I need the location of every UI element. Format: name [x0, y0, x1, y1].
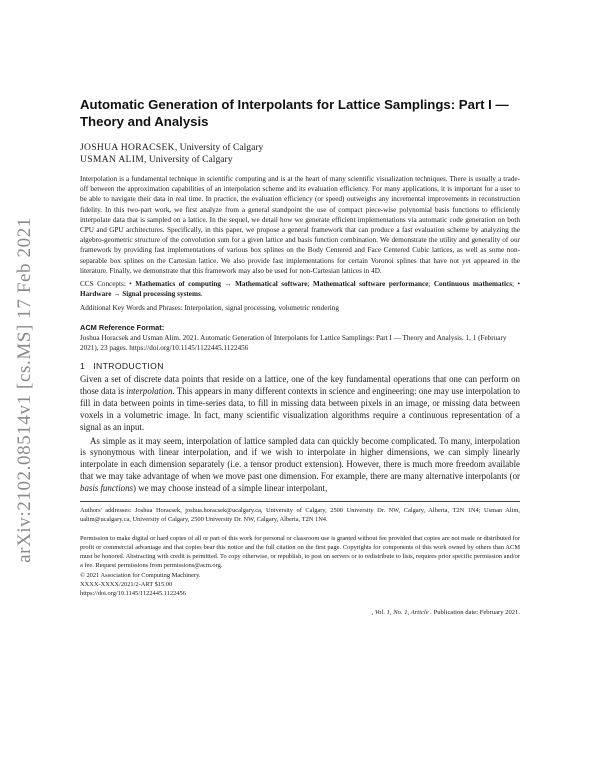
- ccs-separator: →: [220, 280, 236, 289]
- author-line: [80, 154, 520, 166]
- ccs-concepts: [80, 279, 520, 299]
- text-run: . This appears in many different contexts in science and engineering: one may use interpolation to fill in data between points in time-series data, to fill in missing data between pixels in an image, or missing data between voxels in a volumetric image. In fact, many scientific visualization algorithms require a continuous representation of a signal as an input.: [80, 385, 520, 432]
- author-addresses: Authors' addresses: Joshua Horacsek, joshua.horacsek@ucalgary.ca, University of Calgary, 2500 University Dr. NW, Calgary, Alberta, T2N 1N4; Usman Alim, ualim@ucalgary.ca, University of Calgary, 2500 University Dr. NW, Calgary, Alberta, T2N 1N4.: [80, 501, 520, 524]
- section-heading: [80, 360, 520, 372]
- ccs-prefix: CCS Concepts: •: [80, 280, 136, 289]
- author-affiliation: , University of Calgary: [144, 154, 233, 165]
- section-number: 1: [80, 361, 86, 372]
- journal-info: , Vol. 1, No. 1, Article .: [371, 609, 434, 617]
- intro-paragraph-2: [80, 436, 520, 496]
- emphasis: interpolation: [126, 385, 173, 396]
- permission-notice: Permission to make digital or hard copies of all or part of this work for personal or classroom use is granted without fee provided that copies are not made or distributed for profit or commercial advantage and that copies bear this notice and the full citation on the first page. Copyrights for components of this work owned by others than ACM must be honored. Abstracting with credit is permitted. To copy otherwise, or republish, to post on servers or to redistribute to lists, requires prior specific permission and/or a fee. Request permissions from permissions@acm.org.: [80, 535, 520, 570]
- ccs-separator: →: [111, 290, 123, 299]
- author-name: JOSHUA HORACSEK: [80, 142, 175, 153]
- ccs-concept: Mathematical software: [235, 280, 308, 289]
- publication-date: Publication date: February 2021.: [433, 609, 520, 617]
- keywords: Additional Key Words and Phrases: Interpolation, signal processing, volumetric rendering: [80, 304, 339, 313]
- author-affiliation: , University of Calgary: [174, 142, 264, 153]
- ccs-concept: Signal processing systems: [122, 290, 201, 299]
- copyright: © 2021 Association for Computing Machinery.: [80, 572, 201, 580]
- doi-link[interactable]: https://doi.org/10.1145/1122445.1122456: [80, 590, 186, 598]
- text-run: As simple as it may seem, interpolation of lattice sampled data can quickly become complicated. To many, interpolation is synonymous with linear interpolation, and if we wish to interpolate in higher dimensions, we can simply linearly interpolate in each dimension separately (i.e. a tensor product extension). However, there is much more freedom available that we may take advantage of when we move past one dimension. For example, there are many alternative interpolants (or: [80, 435, 520, 482]
- ccs-separator: ;: [307, 280, 313, 289]
- ccs-concept: Hardware: [80, 290, 112, 299]
- arxiv-sidebar: [8, 190, 42, 590]
- emphasis: basis functions: [80, 483, 134, 494]
- acm-reference-heading: ACM Reference Format:: [80, 322, 165, 332]
- journal-footer: [80, 608, 520, 617]
- permission-block: [80, 534, 520, 598]
- text-run: ) we may choose instead of a simple linear interpolant,: [133, 483, 328, 494]
- section-title: INTRODUCTION: [93, 361, 164, 372]
- ccs-concept: Mathematical software performance: [312, 280, 429, 289]
- ccs-concept: Continuous mathematics: [433, 280, 513, 289]
- issn: XXXX-XXXX/2021/2-ART $15.00: [80, 581, 173, 589]
- ccs-separator: ;: [428, 280, 434, 289]
- author-name: USMAN ALIM: [80, 154, 145, 165]
- intro-paragraph-1: [80, 374, 520, 434]
- arxiv-identifier: arXiv:2102.08514v1 [cs.MS] 17 Feb 2021: [14, 217, 35, 563]
- author-line: [80, 142, 520, 154]
- text-run: Given a set of discrete data points that reside on a lattice, one of the key fundamental operations that one can perform on those data is: [80, 374, 520, 396]
- ccs-concept: Mathematics of computing: [135, 280, 221, 289]
- acm-reference-text: Joshua Horacsek and Usman Alim. 2021. Automatic Generation of Interpolants for Lattice Samplings: Part I — Theory and Analysis. 1, 1 (February 2021), 23 pages. https://doi.org/10.1145/1122445.1122456: [80, 333, 507, 352]
- ccs-separator: ; •: [512, 280, 521, 289]
- ccs-end: .: [200, 290, 203, 299]
- abstract: Interpolation is a fundamental technique in scientific computing and is at the heart of many scientific visualization techniques. There is usually a trade-off between the approximation capabilities of an interpolation scheme and its evaluation efficiency. For many applications, it is important for a user to be able to navigate their data in real time. In practice, the evaluation efficiency (or speed) outweighs any incremental improvements in reconstruction fidelity. In this two-part work, we first analyze from a general standpoint the use of compact piece-wise polynomial basis functions to efficiently interpolate data that is sampled on a lattice. In the sequel, we detail how we generate efficient implementations via automatic code generation on both CPU and GPU architectures. Specifically, in this paper, we propose a general framework that can produce a fast evaluation scheme by analyzing the algebro-geometric structure of the convolution sum for a given lattice and basis function combination. We demonstrate the utility and generality of our framework by providing fast implementations of various box splines on the Body Centered and Face Centered Cubic lattices, as well as some non-separable box splines on the Cartesian lattice. We also provide fast implementations for certain Voronoi splines that have not yet appeared in the literature. Finally, we demonstrate that this framework may also be used for non-Cartesian lattices in 4D.: [80, 175, 520, 275]
- paper-title: Automatic Generation of Interpolants for Lattice Samplings: Part I — Theory and Analysis: [80, 97, 509, 129]
- paper-page: [80, 96, 520, 617]
